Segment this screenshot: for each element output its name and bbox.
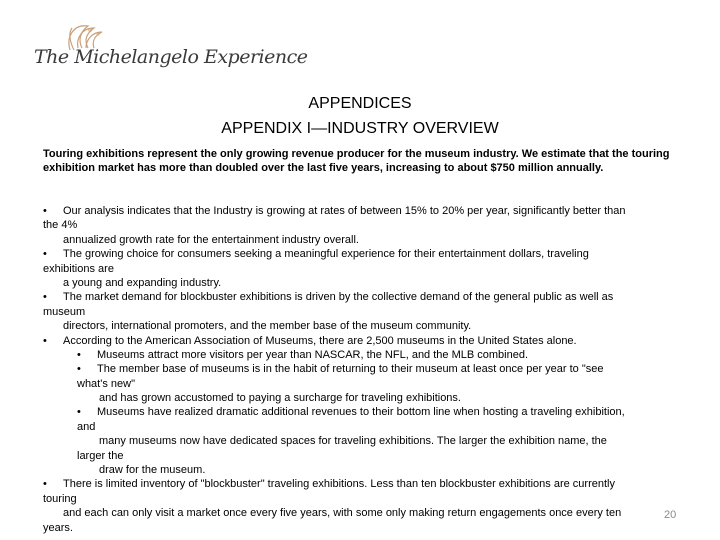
bullet-line: years.	[43, 521, 73, 534]
bullet-icon: •	[77, 348, 81, 361]
sub-bullet-line: many museums now have dedicated spaces for traveling exhibitions. The larger the exhibition name, the	[99, 435, 607, 448]
bullet-icon: •	[77, 363, 81, 376]
bullet-line: • Our analysis indicates that the Industry is growing at rates of between 15% to 20% per year, significantly better than	[43, 205, 626, 217]
logo-text: The Michelangelo Experience	[34, 46, 308, 68]
bullet-line: a young and expanding industry.	[63, 276, 222, 289]
sub-bullet-line: and has grown accustomed to paying a surcharge for traveling exhibitions.	[99, 392, 461, 405]
bullet-icon: •	[77, 406, 81, 419]
bullet-line: and each can only visit a market once every five years, with some only making return engagements once every ten	[63, 507, 622, 520]
bullet-icon: •	[43, 291, 47, 304]
bullet-line: the 4%	[43, 219, 78, 232]
sub-bullet-line: and	[77, 420, 96, 433]
page-title: APPENDICES	[308, 95, 412, 112]
page-number: 20	[664, 509, 677, 521]
sub-bullet-line: larger the	[77, 449, 124, 462]
bullet-line: annualized growth rate for the entertainment industry overall.	[63, 233, 359, 246]
bullet-icon: •	[43, 334, 47, 347]
bullet-line: • The market demand for blockbuster exhibitions is driven by the collective demand of the general public as well as	[43, 291, 614, 304]
bullet-list	[43, 204, 688, 535]
intro-paragraph: Touring exhibitions represent the only growing revenue producer for the museum industry. We estimate that the touring exhibition market has more than doubled over the last five years, increasing to about $750 million annually.	[43, 148, 670, 174]
bullet-line: • The growing choice for consumers seeking a meaningful experience for their entertainment dollars, traveling	[43, 248, 589, 261]
bullet-line: touring	[43, 492, 77, 505]
bullet-line: • According to the American Association of Museums, there are 2,500 museums in the United States alone.	[43, 334, 577, 347]
bullet-icon: •	[43, 205, 47, 217]
bullet-line: exhibitions are	[43, 262, 114, 275]
sub-bullet-line: • Museums have realized dramatic additional revenues to their bottom line when hosting a traveling exhibition,	[77, 406, 625, 419]
bullet-line: directors, international promoters, and the member base of the museum community.	[63, 320, 472, 333]
bullet-line: museum	[43, 305, 86, 318]
bullet-line: • There is limited inventory of "blockbuster" traveling exhibitions. Less than ten blockbuster exhibitions are currently	[43, 478, 615, 491]
bullet-icon: •	[43, 478, 47, 491]
sub-bullet-line: draw for the museum.	[99, 464, 206, 477]
sub-bullet-line: what's new"	[77, 377, 135, 390]
sub-bullet-line: • Museums attract more visitors per year than NASCAR, the NFL, and the MLB combined.	[77, 348, 529, 361]
bullet-icon: •	[43, 248, 47, 261]
sub-bullet-line: • The member base of museums is in the habit of returning to their museum at least once per year to "see	[77, 363, 604, 376]
logo	[30, 18, 308, 80]
page-subtitle: APPENDIX I—INDUSTRY OVERVIEW	[221, 120, 499, 137]
